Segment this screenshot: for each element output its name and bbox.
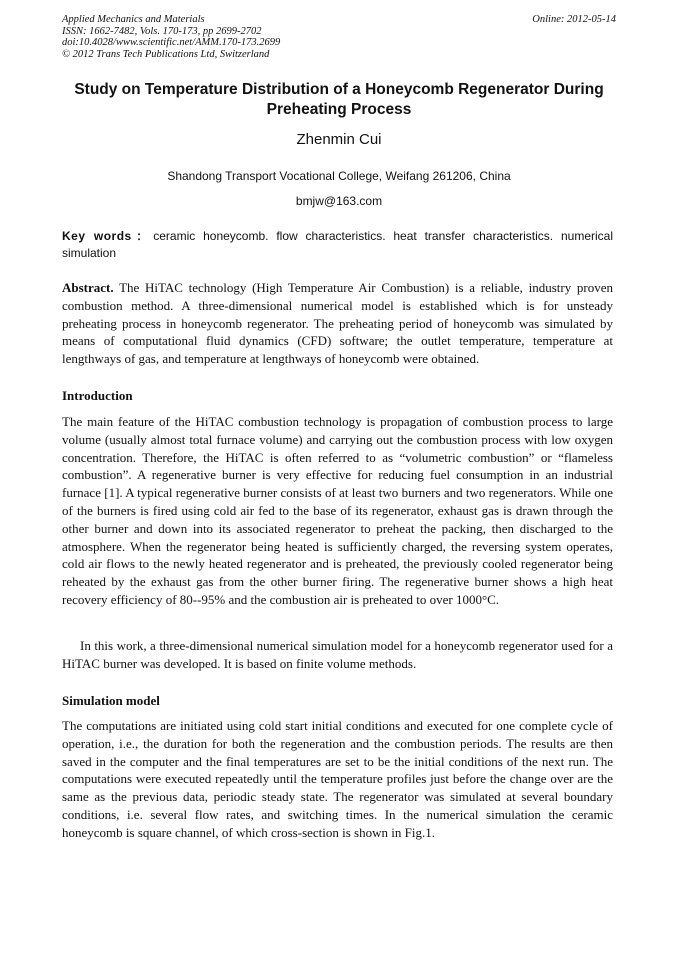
keywords-label: Key words：	[62, 229, 154, 243]
introduction-paragraph-1: The main feature of the HiTAC combustion technology is propagation of combustion process to large volume (usually almost total furnace volume) and carrying out the combustion process with low oxygen concentration. Therefore, the HiTAC is often referred to as “volumetric combustion” or “flameless combustion”. A regenerative burner is very effective for reducing fuel consumption in an industrial furnace [1]. A typical regenerative burner consists of at least two burners and two regenerators. While one of the burners is fired using cold air fed to the base of its regenerator, exhaust gas is drawn through the other burner and down into its associated regenerator to preheat the packing, then discharged to the atmosphere. When the regenerator being heated is sufficiently charged, the reversing system operates, cold air flows to the newly heated regenerator and is preheated, the previously cooled regenerator being reheated by the exhaust gas from the other burner firing. The regenerative burner shows a high heat recovery efficiency of 80--95% and the combustion air is preheated to over 1000°C.	[62, 414, 613, 607]
author-affiliation: Shandong Transport Vocational College, Weifang 261206, China	[167, 169, 511, 183]
author-email: bmjw@163.com	[295, 194, 383, 208]
abstract-text: The HiTAC technology (High Temperature Air Combustion) is a reliable, industry proven combustion method. A three-dimensional numerical model is established which is for unsteady preheating process in honeycomb regenerator. The preheating period of honeycomb was simulated by means of computational fluid dynamics (CFD) software; the outlet temperature, temperature at lengthways of gas, and temperature at lengthways of honeycomb were obtained.	[62, 280, 614, 367]
section-heading-simulation-model: Simulation model	[62, 693, 160, 708]
section-heading-introduction: Introduction	[62, 388, 133, 403]
online-date: Online: 2012-05-14	[532, 14, 616, 25]
issn-line: ISSN: 1662-7482, Vols. 170-173, pp 2699-2702	[62, 25, 262, 37]
doi-line: doi:10.4028/www.scientific.net/AMM.170-173.2699	[62, 37, 281, 49]
abstract	[62, 279, 613, 368]
abstract-label: Abstract.	[62, 280, 114, 295]
journal-name: Applied Mechanics and Materials	[62, 14, 205, 25]
simulation-paragraph-1: The computations are initiated using cold start initial conditions and executed for one complete cycle of operation, i.e., the duration for both the regeneration and the combustion periods. The results are then saved in the computer and the final temperatures are set to be the initial conditions of the next run. The computations were executed repeatedly until the temperature profiles just before the change over are the same as the previous data, periodic steady state. The regenerator was simulated at several boundary conditions, i.e. several flow rates, and switching times. In the numerical simulation the ceramic honeycomb is square channel, of which cross-section is shown in Fig.1.	[62, 718, 613, 840]
introduction-paragraph-2: In this work, a three-dimensional numerical simulation model for a honeycomb regenerator used for a HiTAC burner was developed. It is based on finite volume methods.	[62, 638, 613, 671]
keywords-text: ceramic honeycomb. flow characteristics. heat transfer characteristics. numerical simulation	[62, 229, 613, 260]
paper-title: Study on Temperature Distribution of a Honeycomb Regenerator During Preheating Process	[74, 81, 604, 118]
journal-header	[62, 14, 616, 60]
author-name: Zhenmin Cui	[296, 131, 382, 148]
keywords	[62, 228, 613, 262]
copyright-line: © 2012 Trans Tech Publications Ltd, Switzerland	[62, 48, 270, 60]
